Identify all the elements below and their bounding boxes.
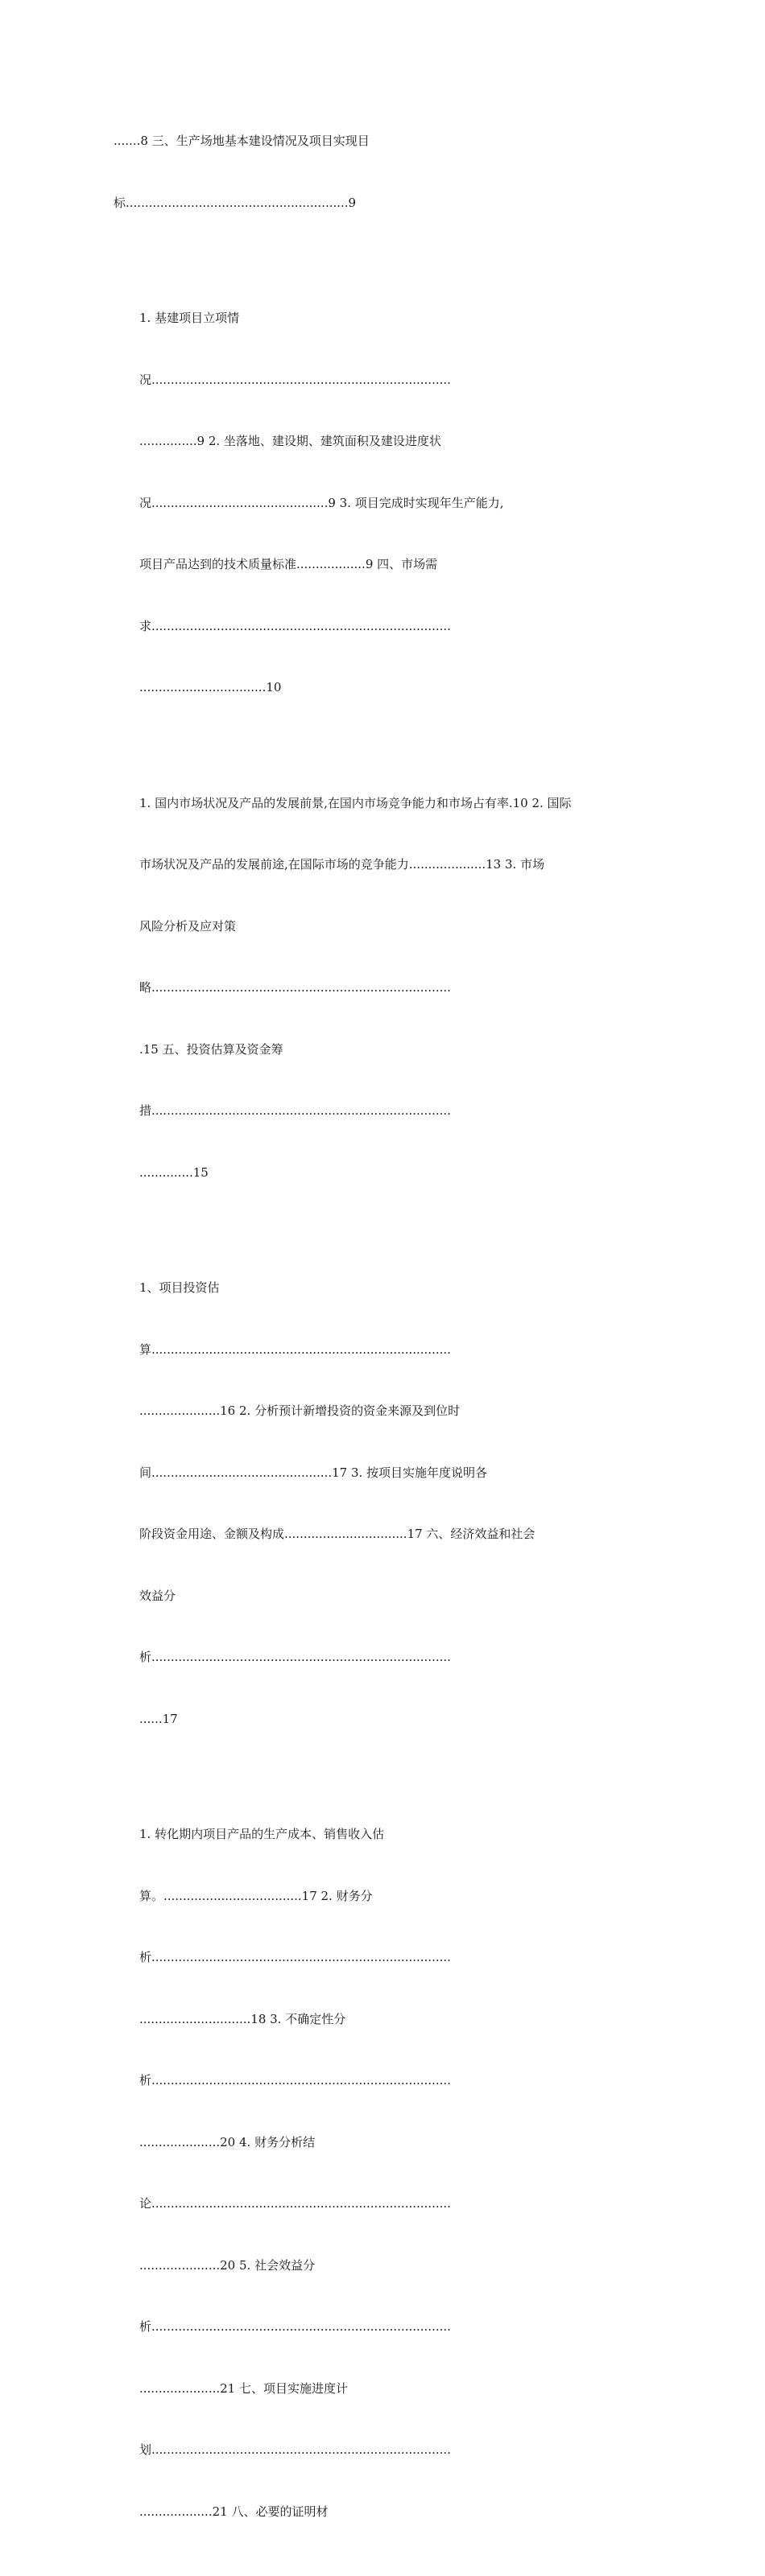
toc-line: ..............15 [139, 1164, 209, 1180]
toc-line: .15 五、投资估算及资金筹 [139, 1041, 283, 1057]
toc-line: 况.............................................................................. [139, 372, 451, 387]
toc-line: .....................16 2. 分析预计新增投资的资金来源及到位时 [139, 1403, 461, 1418]
table-of-contents [114, 90, 653, 2576]
toc-line: 效益分 [139, 1588, 176, 1603]
toc-line: 1. 转化期内项目产品的生产成本、销售收入估 [139, 1827, 385, 1841]
toc-line: 划.............................................................................. [139, 2442, 451, 2457]
toc-line: 析.............................................................................. [139, 2319, 451, 2334]
toc-line: .....................20 5. 社会效益分 [139, 2257, 316, 2273]
toc-line: 求.............................................................................. [139, 618, 451, 633]
toc-line: 项目产品达到的技术质量标准..................9 四、市场需 [139, 557, 438, 571]
toc-line: 析.............................................................................. [139, 1950, 451, 1964]
toc-line: 间...............................................17 3. 按项目实施年度说明各 [139, 1465, 488, 1480]
toc-line: .......8 三、生产场地基本建设情况及项目实现目 [114, 134, 370, 148]
toc-line: 析.............................................................................. [139, 1650, 451, 1664]
toc-block-1 [114, 90, 653, 254]
toc-block-5 [114, 1783, 653, 2563]
toc-line: ......17 [139, 1711, 178, 1726]
toc-line: 措.............................................................................. [139, 1103, 451, 1118]
toc-line: .................................10 [139, 680, 282, 694]
toc-line: 1、项目投资估 [139, 1280, 220, 1295]
toc-block-3 [114, 752, 653, 1225]
toc-line: 市场状况及产品的发展前途,在国际市场的竞争能力....................13 3. 市场 [139, 857, 545, 872]
toc-line: 标..........................................................9 [114, 195, 357, 210]
toc-line: 1. 基建项目立项情 [139, 311, 240, 325]
toc-line: 算。....................................17 2. 财务分 [139, 1888, 373, 1903]
toc-block-4 [114, 1237, 653, 1770]
toc-line: .............................18 3. 不确定性分 [139, 2011, 346, 2026]
toc-line: 析.............................................................................. [139, 2073, 451, 2088]
toc-line: ...............9 2. 坐落地、建设期、建筑面积及建设进度状 [139, 434, 441, 448]
toc-line: ...................21 八、必要的证明材 [139, 2504, 329, 2519]
toc-line: 况..............................................9 3. 项目完成时实现年生产能力, [139, 495, 504, 510]
toc-line: 1. 国内市场状况及产品的发展前景,在国内市场竞争能力和市场占有率.10 2. 国际 [139, 795, 572, 810]
toc-line: .....................20 4. 财务分析结 [139, 2134, 316, 2149]
toc-line: 阶段资金用途、金额及构成................................17 六、经济效益和社会 [139, 1527, 536, 1541]
toc-line: 算.............................................................................. [139, 1342, 451, 1357]
toc-block-2 [114, 267, 653, 740]
toc-line: .....................21 七、项目实施进度计 [139, 2380, 348, 2396]
toc-line: 风险分析及应对策 [139, 918, 237, 934]
toc-line: 论.............................................................................. [139, 2196, 451, 2211]
toc-line: 略.............................................................................. [139, 980, 451, 995]
